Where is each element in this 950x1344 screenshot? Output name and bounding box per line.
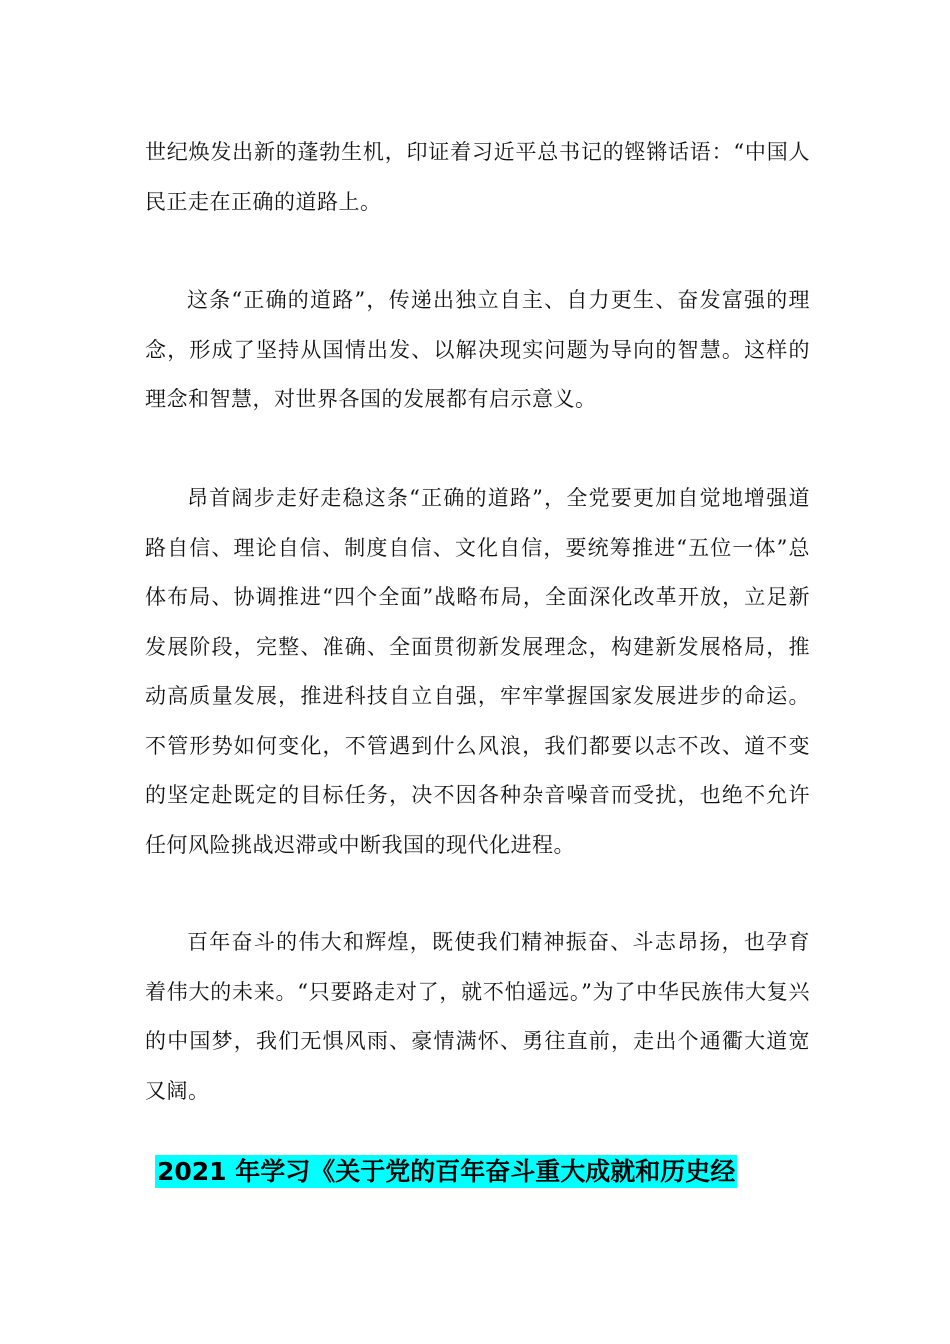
paragraph-confidence: 昂首阔步走好走稳这条“正确的道路”，全党要更加自觉地增强道路自信、理论自信、制度自信、文化自信，要统筹推进“五位一体”总体布局、协调推进“四个全面”战略布局，全面深化改革开放，立足新发展阶段，完整、准确、全面贯彻新发展理念，构建新发展格局，推动高质量发展，推进科技自立自强，牢牢掌握国家发展进步的命运。不管形势如何变化，不管遇到什么风浪，我们都要以志不改、道不变的坚定赴既定的目标任务，决不因各种杂音噪音而受扰，也绝不允许任何风险挑战迟滞或中断我国的现代化进程。 <box>145 486 810 857</box>
paragraph-right-road: 这条“正确的道路”，传递出独立自主、自力更生、奋发富强的理念，形成了坚持从国情出发、以解决现实问题为导向的智慧。这样的理念和智慧，对世界各国的发展都有启示意义。 <box>145 288 810 411</box>
paragraph-continuation: 世纪焕发出新的蓬勃生机，印证着习近平总书记的铿锵话语：“中国人民正走在正确的道路上。 <box>145 140 810 214</box>
highlighted-heading-text: 2021 年学习《关于党的百年奋斗重大成就和历史经 <box>157 1157 736 1186</box>
section-heading <box>155 1152 737 1192</box>
paragraph-future: 百年奋斗的伟大和辉煌，既使我们精神振奋、斗志昂扬，也孕育着伟大的未来。“只要路走对了，就不怕遥远。”为了中华民族伟大复兴的中国梦，我们无惧风雨、豪情满怀、勇往直前，走出个通衢大道宽又阔。 <box>145 930 810 1103</box>
